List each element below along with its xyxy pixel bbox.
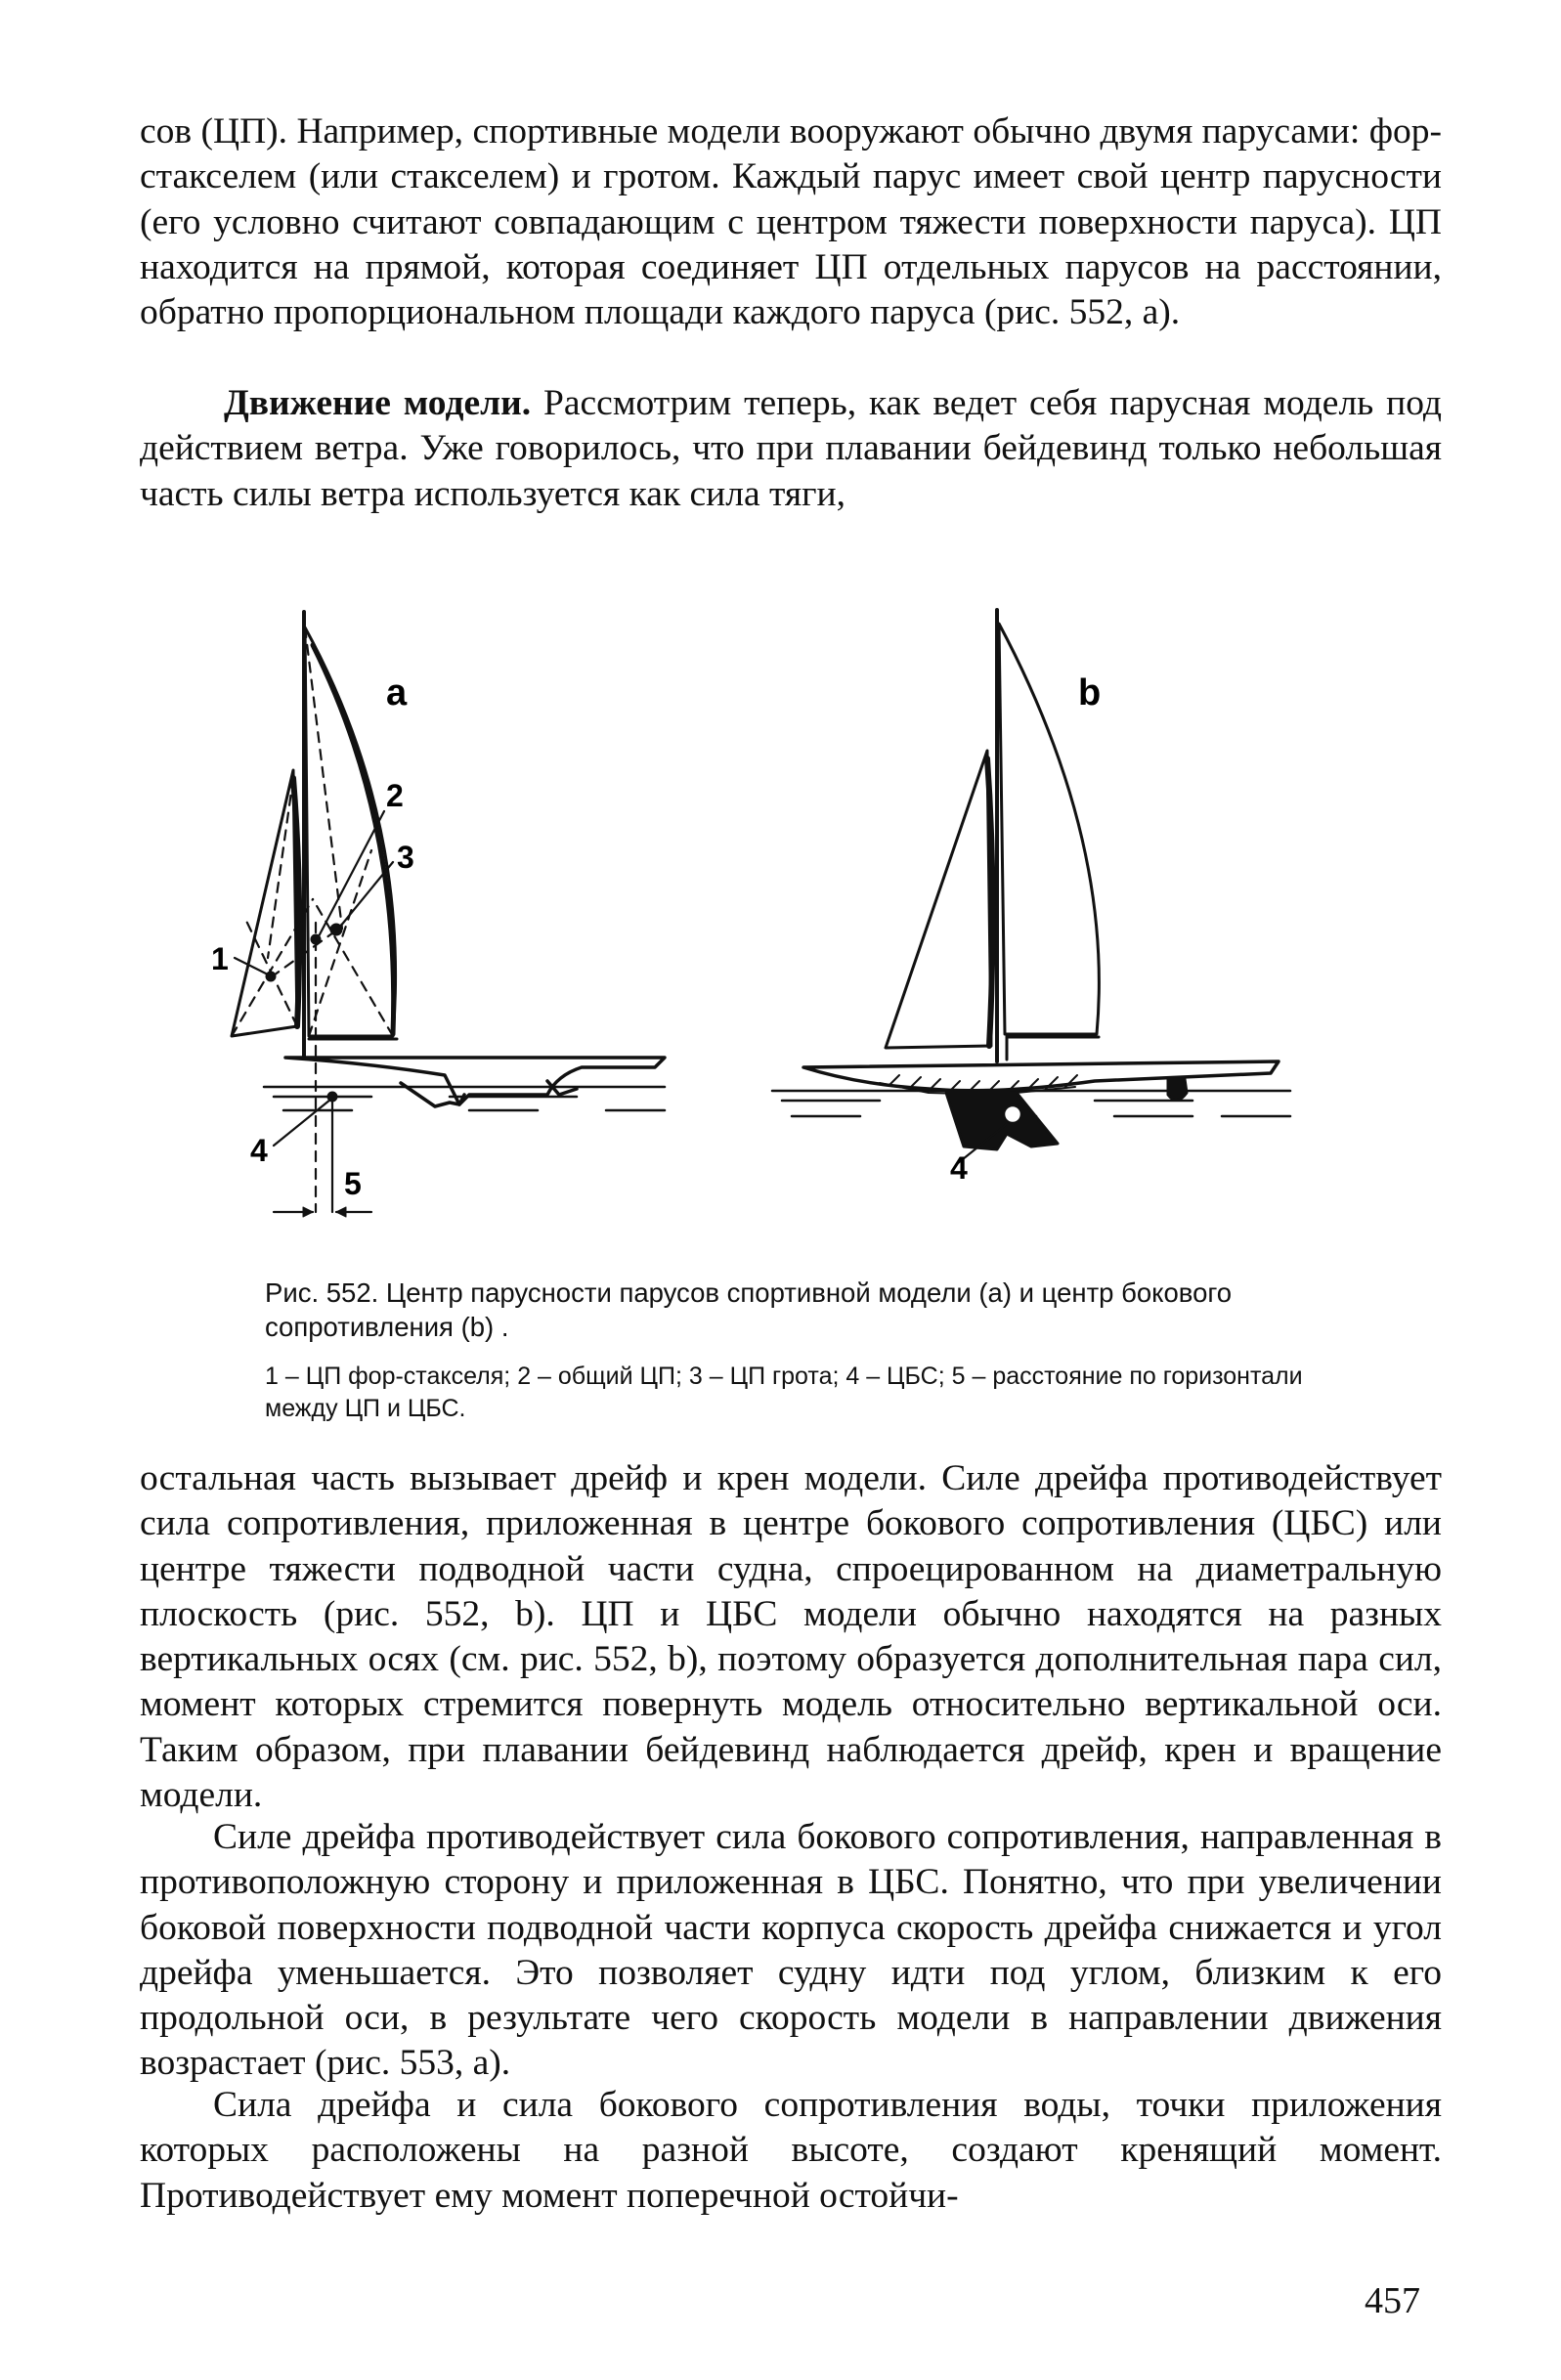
arrow-left-a [303,1207,313,1217]
model-a [232,612,665,1217]
section-runin-heading: Движение модели. [224,383,532,423]
paragraph-3: остальная часть вызывает дрейф и крен модели. Силе дрейфа противодействует сила сопротивления, приложенная в центре бокового сопротивления (ЦБС) или центре тяжести подводной части судна, спроецированном на диаметральную плоскость (рис. 552, b). ЦП и ЦБС модели обычно находятся на разных вертикальных осях (см. рис. 552, b), поэтому образуется дополнительная пара сил, момент которых стремится повернуть модель относительно вертикальной оси. Таким образом, при плавании бейдевинд наблюдается дрейф, крен и вращение модели. [140,1458,1442,1816]
mainsail-a [305,627,396,1036]
callout-1: 1 [211,941,229,976]
callout-3: 3 [397,840,414,875]
label-model-a: a [386,672,408,714]
paragraph-4: Силе дрейфа противодействует сила бокового сопротивления, направленная в противоположную сторону и приложенная в ЦБС. Понятно, что при увеличении боковой поверхности подводной части корпуса скорость дрейфа снижается и угол дрейфа уменьшается. Это позволяет судну идти под углом, близким к его продольной оси, в результате чего скорость модели в направлении движения возрастает (рис. 553, а). [140,1817,1442,2084]
arrow-right-a [336,1207,346,1217]
paragraph-2-text: Рассмотрим теперь, как ведет себя парусная модель под действием ветра. Уже говорилось, что при плавании бейдевинд только небольшая часть силы ветра используется как сила тяги, [140,383,1442,514]
figure-caption: Рис. 552. Центр парусности парусов спортивной модели (а) и центр бокового сопротивления (b) . [265,1277,1233,1342]
hull-b [803,1061,1279,1091]
paragraph-2 [140,381,1442,517]
rudder-b [1168,1079,1187,1101]
callout-2: 2 [386,778,404,813]
page-number: 457 [1365,2280,1420,2321]
paragraph-1: сов (ЦП). Например, спортивные модели вооружают обычно двумя парусами: фор-стакселем (или стакселем) и гротом. Каждый парус имеет свой центр парусности (его условно считают совпадающим с центром тяжести поверхности паруса). ЦП находится на прямой, которая соединяет ЦП отдельных парусов на расстоянии, обратно пропорциональном площади каждого паруса (рис. 552, а). [140,111,1442,333]
figure-552 [211,606,1320,1232]
jib-a [232,770,297,1036]
keel-b [946,1093,1058,1149]
paragraph-5: Сила дрейфа и сила бокового сопротивления воды, точки приложения которых расположены на разной высоте, создают кренящий момент. Противодействует ему момент поперечной остойчи- [140,2085,1442,2216]
lateral-centre-dot-b [1004,1105,1021,1123]
callout-4: 4 [250,1133,268,1168]
callout-5: 5 [344,1166,362,1201]
label-model-b: b [1078,672,1102,714]
jib-centre-dot-a [266,972,276,981]
figure-legend: 1 – ЦП фор-стакселя; 2 – общий ЦП; 3 – ЦП грота; 4 – ЦБС; 5 – расстояние по горизонтали между ЦП и ЦБС. [265,1363,1303,1422]
model-b [772,610,1290,1163]
jib-b [886,751,991,1048]
sailboat-diagram [211,606,1320,1232]
callout-b-4: 4 [950,1150,968,1186]
construction-lines-a [232,627,393,1212]
